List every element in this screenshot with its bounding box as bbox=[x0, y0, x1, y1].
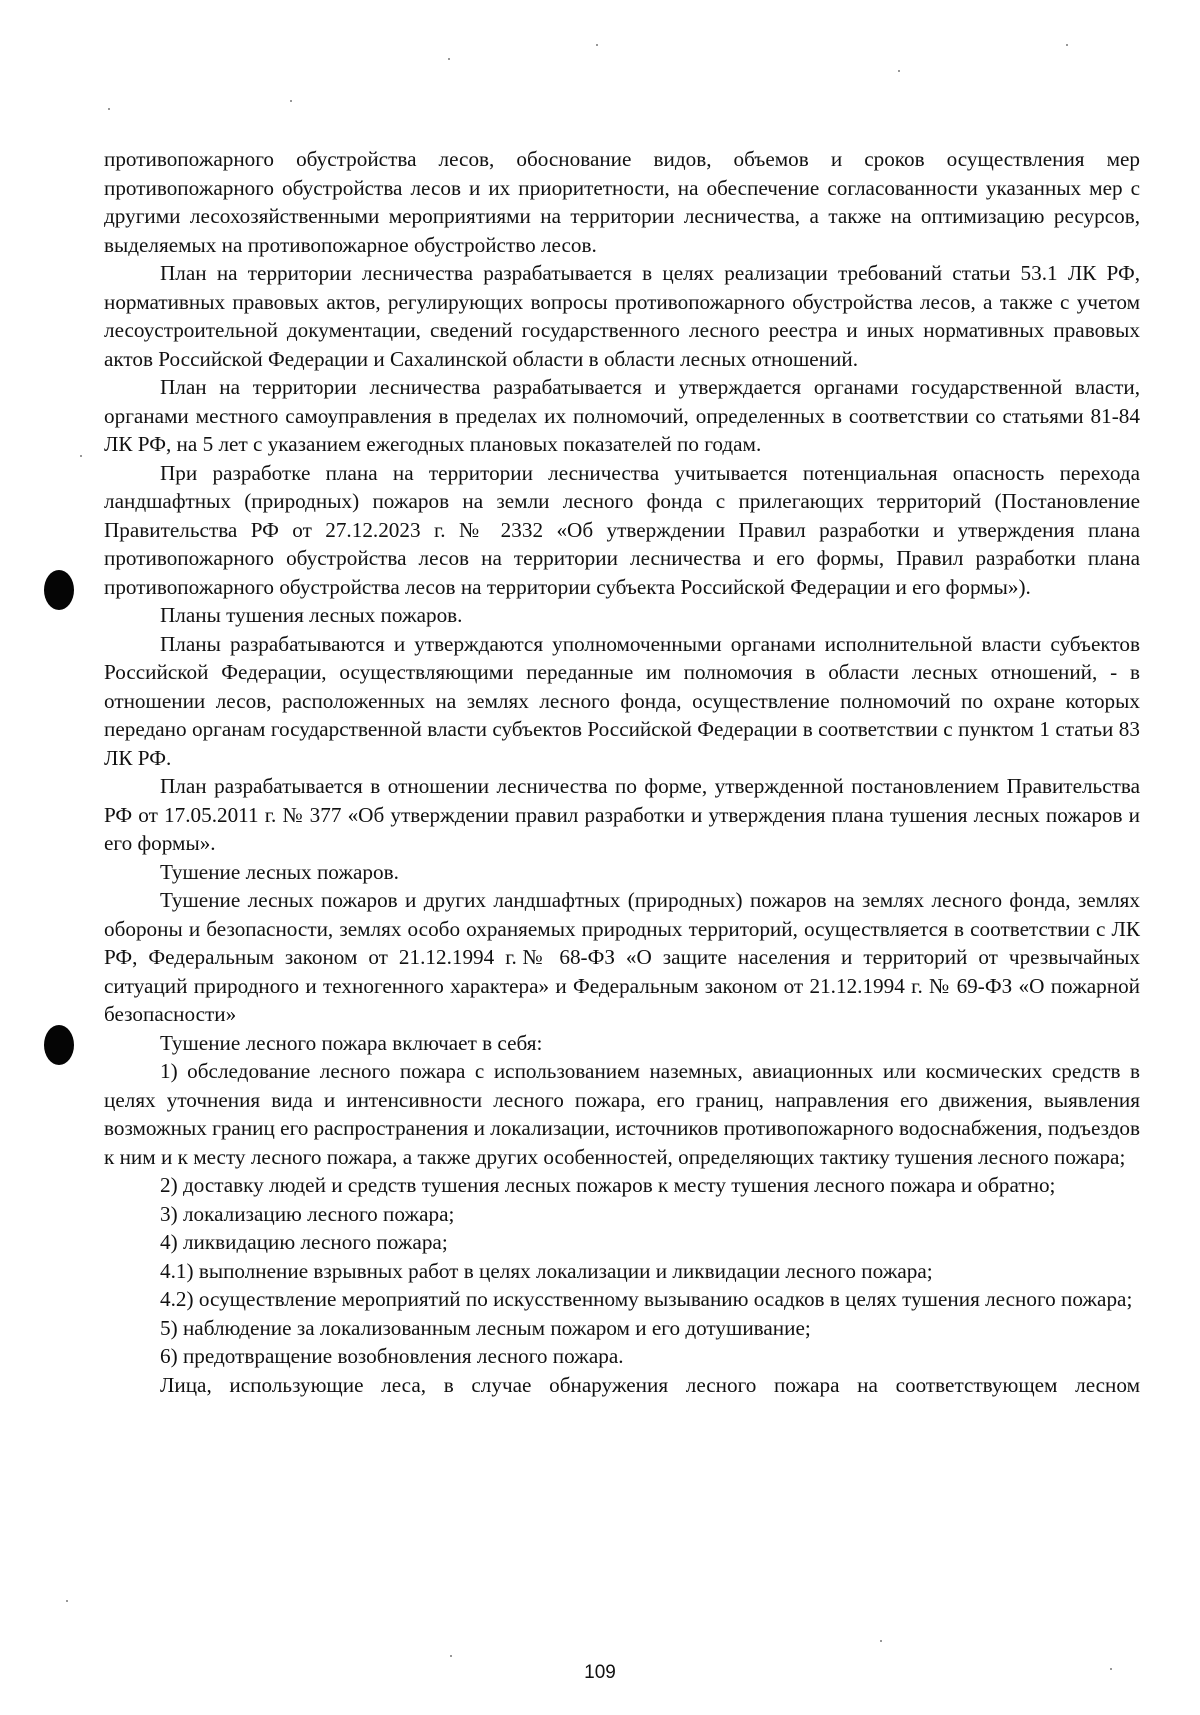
paragraph: Тушение лесных пожаров и других ландшафтных (природных) пожаров на землях лесного фонда, землях обороны и безопасности, землях особо охраняемых природных территорий, осуществляется в соответствии с ЛК РФ, Федеральным законом от 21.12.1994 г.№ 68-ФЗ «О защите населения и территорий от чрезвычайных ситуаций природного и техногенного характера» и Федеральным законом от 21.12.1994 г. № 69-ФЗ «О пожарной безопасности» bbox=[104, 888, 1140, 1026]
document-body bbox=[104, 145, 1140, 1399]
paragraph: 4) ликвидацию лесного пожара; bbox=[160, 1230, 448, 1254]
paragraph: 5) наблюдение за локализованным лесным пожаром и его дотушивание; bbox=[160, 1315, 811, 1340]
punch-hole-mark bbox=[44, 1025, 74, 1065]
paragraph: Тушение лесного пожара включает в себя: bbox=[160, 1030, 543, 1055]
paragraph: 4.1) выполнение взрывных работ в целях локализации и ликвидации лесного пожара; bbox=[160, 1258, 933, 1283]
paragraph: 2) доставку людей и средств тушения лесных пожаров к месту тушения лесного пожара и обратно; bbox=[160, 1173, 1056, 1197]
scan-speck bbox=[290, 100, 292, 102]
scan-speck bbox=[448, 58, 450, 60]
punch-hole-mark bbox=[44, 570, 74, 610]
scan-speck bbox=[450, 1655, 452, 1657]
page-number: 109 bbox=[584, 1662, 616, 1683]
paragraph: 1) обследование лесного пожара с использованием наземных, авиационных или космических средств в целях уточнения вида и интенсивности лесного пожара, его границ, направления его движения, выявления возможных границ его распространения и локализации, источников противопожарного водоснабжения, подъездов к ним и к месту лесного пожара, а также других особенностей, определяющих тактику тушения лесного пожара; bbox=[104, 1059, 1140, 1169]
paragraph: 3) локализацию лесного пожара; bbox=[160, 1201, 455, 1226]
paragraph: План на территории лесничества разрабатывается и утверждается органами государственной власти, органами местного самоуправления в пределах их полномочий, определенных в соответствии со статьями 81-84 ЛК РФ, на 5 лет с указанием ежегодных плановых показателей по годам. bbox=[104, 375, 1140, 456]
scan-speck bbox=[898, 70, 900, 72]
paragraph: 6) предотвращение возобновления лесного пожара. bbox=[160, 1344, 624, 1368]
paragraph: При разработке плана на территории лесничества учитывается потенциальная опасность перехода ландшафтных (природных) пожаров на земли лесного фонда с прилегающих территорий (Постановление Правительства РФ от 27.12.2023 г. № 2332 «Об утверждении Правил разработки и утверждения плана противопожарного обустройства лесов на территории лесничества и его формы, Правил разработки плана противопожарного обустройства лесов на территории субъекта Российской Федерации и его формы»). bbox=[104, 460, 1140, 599]
paragraph: План на территории лесничества разрабатывается в целях реализации требований статьи 53.1 ЛК РФ, нормативных правовых актов, регулирующих вопросы противопожарного обустройства лесов, а также с учетом лесоустроительной документации, сведений государственного лесного реестра и иных нормативных правовых актов Российской Федерации и Сахалинской области в области лесных отношений. bbox=[104, 261, 1140, 371]
paragraph: Планы тушения лесных пожаров. bbox=[160, 603, 463, 627]
scan-speck bbox=[596, 44, 598, 46]
scan-speck bbox=[880, 1640, 882, 1642]
scan-speck bbox=[80, 455, 82, 457]
scan-speck bbox=[66, 1600, 68, 1602]
paragraph: Лица, использующие леса, в случае обнаружения лесного пожара на соответствующем лесном bbox=[160, 1372, 1140, 1397]
paragraph: Планы разрабатываются и утверждаются уполномоченными органами исполнительной власти субъектов Российской Федерации, осуществляющими переданные им полномочия в области лесных отношений, - в отношении лесов, расположенных на землях лесного фонда, осуществление полномочий по охране которых передано органам государственной власти субъектов Российской Федерации в соответствии с пунктом 1 статьи 83 ЛК РФ. bbox=[104, 631, 1140, 770]
paragraph: Тушение лесных пожаров. bbox=[160, 859, 399, 884]
scan-speck bbox=[108, 108, 110, 110]
paragraph: План разрабатывается в отношении лесничества по форме, утвержденной постановлением Правительства РФ от 17.05.2011 г. № 377 «Об утверждении правил разработки и утверждения плана тушения лесных пожаров и его формы». bbox=[104, 774, 1140, 855]
paragraph: 4.2) осуществление мероприятий по искусственному вызыванию осадков в целях тушения лесного пожара; bbox=[160, 1287, 1133, 1311]
scan-speck bbox=[1110, 1668, 1112, 1670]
scan-speck bbox=[1066, 44, 1068, 46]
paragraph: противопожарного обустройства лесов, обоснование видов, объемов и сроков осуществления мер противопожарного обустройства лесов и их приоритетности, на обеспечение согласованности указанных мер с другими лесохозяйственными мероприятиями на территории лесничества, а также на оптимизацию ресурсов, выделяемых на противопожарное обустройство лесов. bbox=[104, 147, 1140, 257]
